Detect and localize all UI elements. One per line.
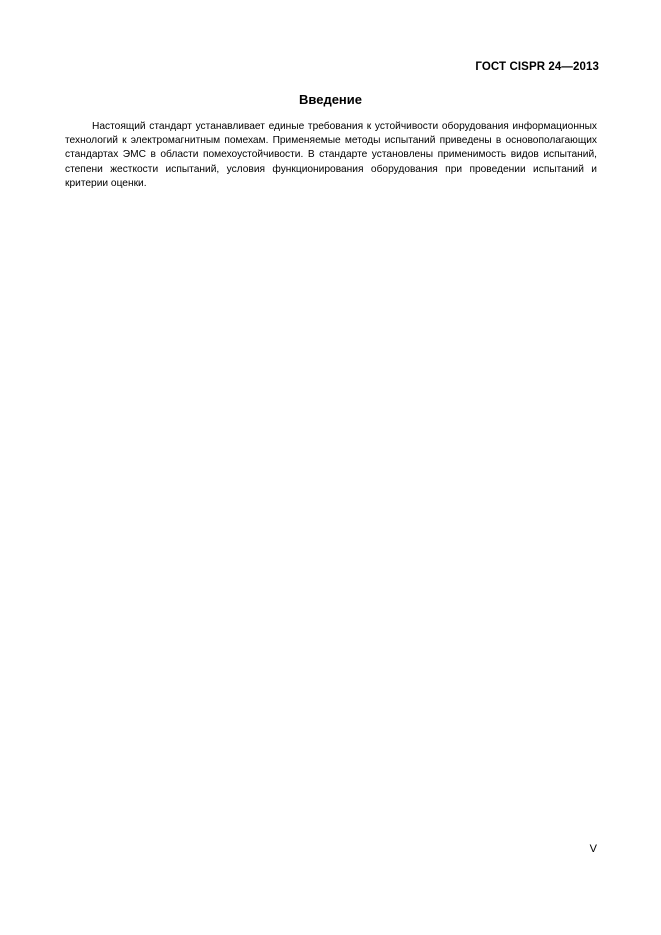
section-title: Введение: [299, 92, 362, 107]
document-code: ГОСТ CISPR 24—2013: [475, 61, 599, 73]
intro-paragraph: Настоящий стандарт устанавливает единые требования к устойчивости оборудования информационных технологий к электромагнитным помехам. Применяемые методы испытаний приведены в основополагающих стандартах ЭМС в области помехоустойчивости. В стандарте установлены применимость видов испытаний, степени жесткости испытаний, условия функционирования оборудования при проведении испытаний и критерии оценки.: [65, 121, 597, 189]
page-number: V: [589, 843, 597, 855]
